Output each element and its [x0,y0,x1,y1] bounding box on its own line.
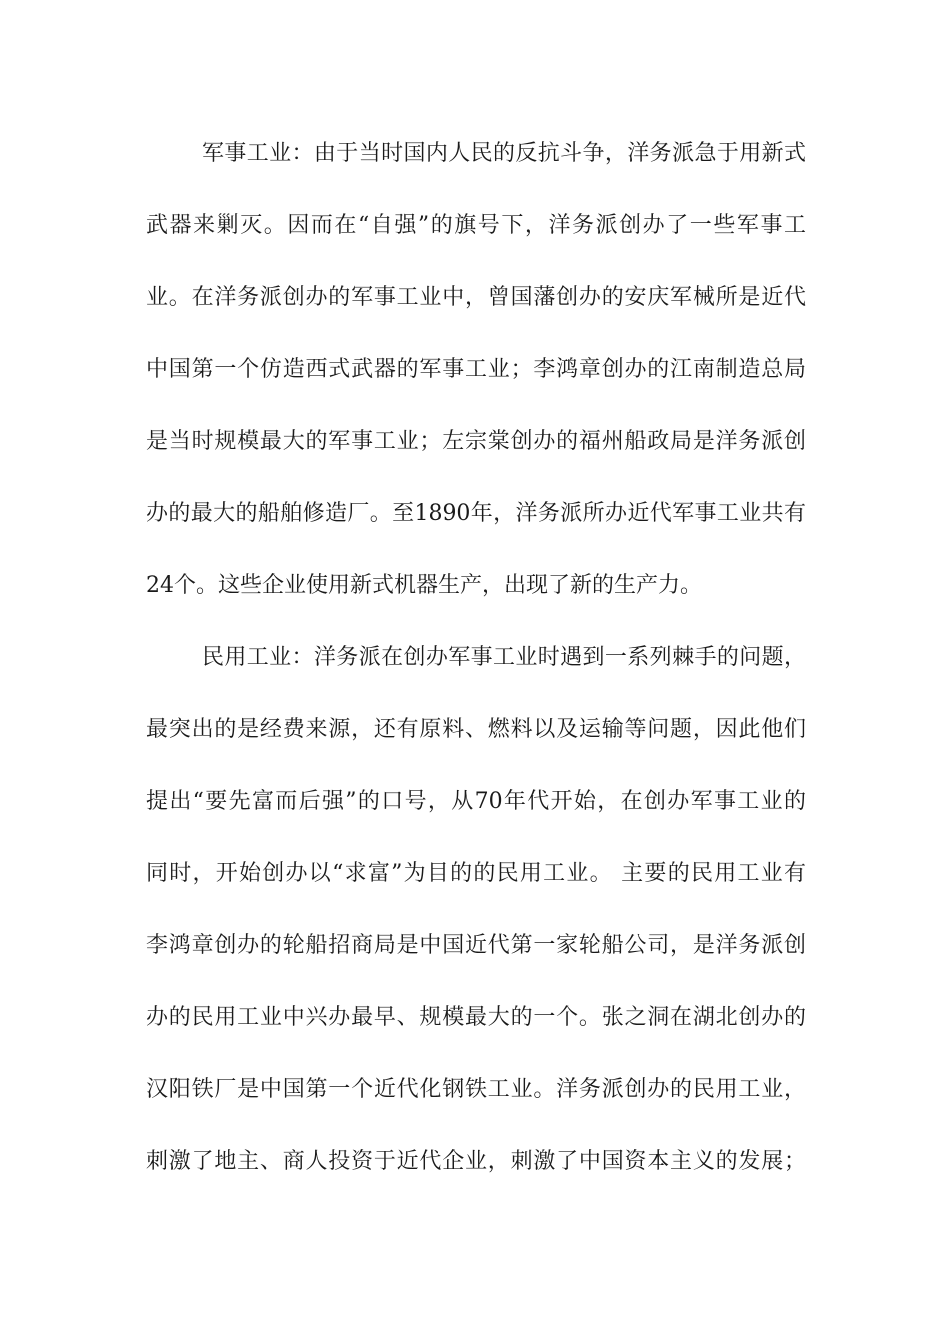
text-line: 24个。这些企业使用新式机器生产，出现了新的生产力。 [146,573,702,598]
text-line: 业。在洋务派创办的军事工业中，曾国藩创办的安庆军械所是近代 [146,285,806,310]
text-line: 李鸿章创办的轮船招商局是中国近代第一家轮船公司，是洋务派创 [146,933,806,958]
text-line: 同时，开始创办以“求富”为目的的民用工业。 主要的民用工业有 [146,861,806,886]
text-line: 刺激了地主、商人投资于近代企业，刺激了中国资本主义的发展； [146,1149,806,1174]
text-line: 汉阳铁厂是中国第一个近代化钢铁工业。洋务派创办的民用工业， [146,1077,806,1102]
text-line: 提出“要先富而后强”的口号，从70年代开始，在创办军事工业的 [146,789,806,814]
text-line: 中国第一个仿造西式武器的军事工业；李鸿章创办的江南制造总局 [146,357,806,382]
text-line: 是当时规模最大的军事工业；左宗棠创办的福州船政局是洋务派创 [146,429,806,454]
text-line: 武器来剿灭。因而在“自强”的旗号下，洋务派创办了一些军事工 [146,213,806,238]
text-line: 军事工业：由于当时国内人民的反抗斗争，洋务派急于用新式 [202,141,806,166]
text-line: 办的民用工业中兴办最早、规模最大的一个。张之洞在湖北创办的 [146,1005,806,1030]
text-line: 办的最大的船舶修造厂。至1890年，洋务派所办近代军事工业共有 [146,501,806,526]
text-line: 民用工业：洋务派在创办军事工业时遇到一系列棘手的问题， [202,645,806,670]
text-line: 最突出的是经费来源，还有原料、燃料以及运输等问题，因此他们 [146,717,806,742]
